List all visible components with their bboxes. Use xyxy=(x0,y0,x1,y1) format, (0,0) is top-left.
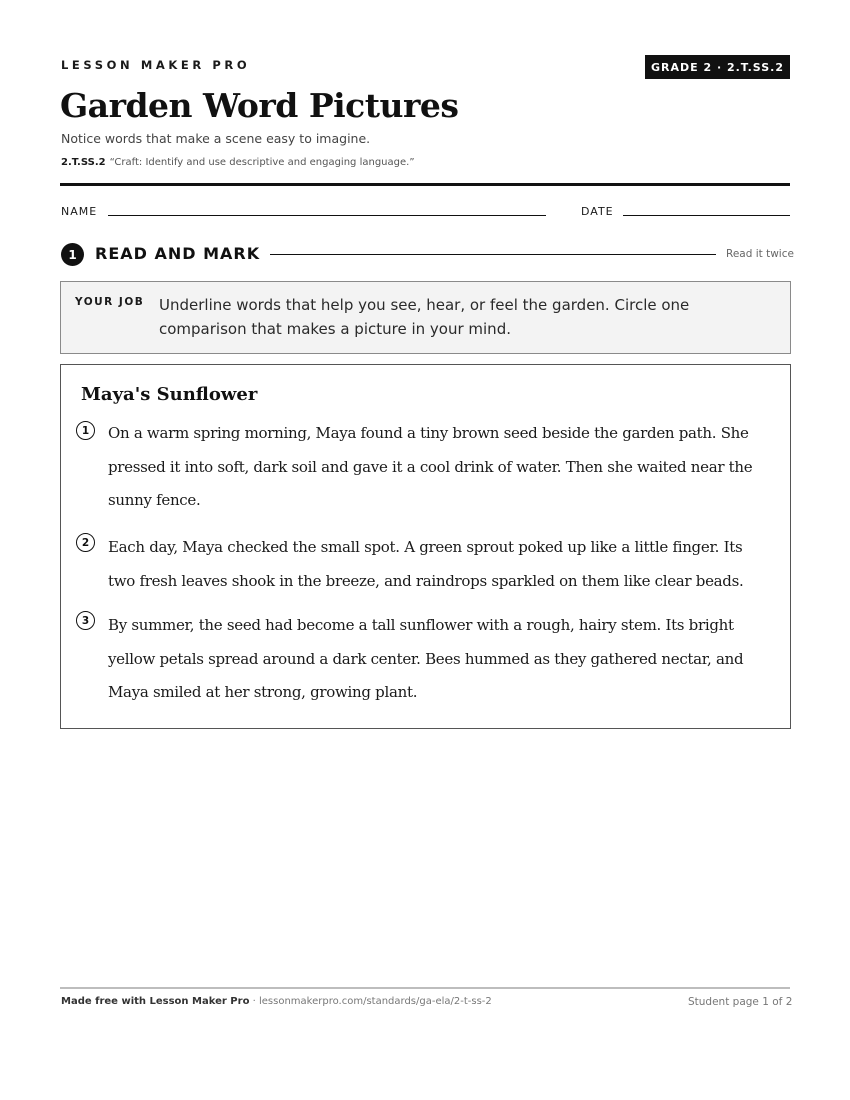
section-hint: Read it twice xyxy=(726,248,794,260)
section-number-badge: 1 xyxy=(61,243,84,266)
standard-code: 2.T.SS.2 xyxy=(61,157,106,168)
section-title: READ AND MARK xyxy=(95,244,261,263)
name-field[interactable] xyxy=(108,215,546,216)
footer-divider xyxy=(60,987,790,989)
page-title: Garden Word Pictures xyxy=(60,86,459,125)
date-field[interactable] xyxy=(623,215,790,216)
date-label: DATE xyxy=(581,205,614,218)
standard-reference xyxy=(61,157,415,168)
grade-badge: GRADE 2 · 2.T.SS.2 xyxy=(645,55,790,79)
footer-separator: · xyxy=(249,996,259,1007)
section-divider xyxy=(270,254,716,255)
page-indicator: Student page 1 of 2 xyxy=(688,996,793,1008)
passage-title: Maya's Sunflower xyxy=(81,384,258,405)
footer-url-link[interactable]: lessonmakerpro.com/standards/ga-ela/2-t-ss-2 xyxy=(258,996,492,1007)
passage-paragraph: Each day, Maya checked the small spot. A green sprout poked up like a little finger. Its two fresh leaves shook in the breeze, and raindrops sparkled on them like clear beads. xyxy=(108,538,744,590)
header-divider xyxy=(60,183,790,186)
instructions-box xyxy=(60,281,791,354)
name-label: NAME xyxy=(61,205,98,218)
paragraph-number: 3 xyxy=(76,611,95,630)
instructions-label: YOUR JOB xyxy=(75,296,145,308)
paragraph-number: 1 xyxy=(76,421,95,440)
instructions-text: Underline words that help you see, hear, or feel the garden. Circle one comparison that makes a picture in your mind. xyxy=(159,296,690,338)
footer-credit xyxy=(61,996,492,1007)
reading-passage xyxy=(60,364,791,729)
passage-paragraph: On a warm spring morning, Maya found a tiny brown seed beside the garden path. She pressed it into soft, dark soil and gave it a cool drink of water. Then she waited near the sunny fence. xyxy=(108,424,753,509)
brand-name: LESSON MAKER PRO xyxy=(61,58,251,72)
passage-paragraph: By summer, the seed had become a tall sunflower with a rough, hairy stem. Its bright yellow petals spread around a dark center. Bees hummed as they gathered nectar, and Maya smiled at her strong, growing plant. xyxy=(108,616,744,701)
paragraph-number: 2 xyxy=(76,533,95,552)
page-subtitle: Notice words that make a scene easy to imagine. xyxy=(61,131,371,146)
footer-made-with: Made free with Lesson Maker Pro xyxy=(61,996,250,1007)
standard-text: “Craft: Identify and use descriptive and engaging language.” xyxy=(109,157,415,168)
